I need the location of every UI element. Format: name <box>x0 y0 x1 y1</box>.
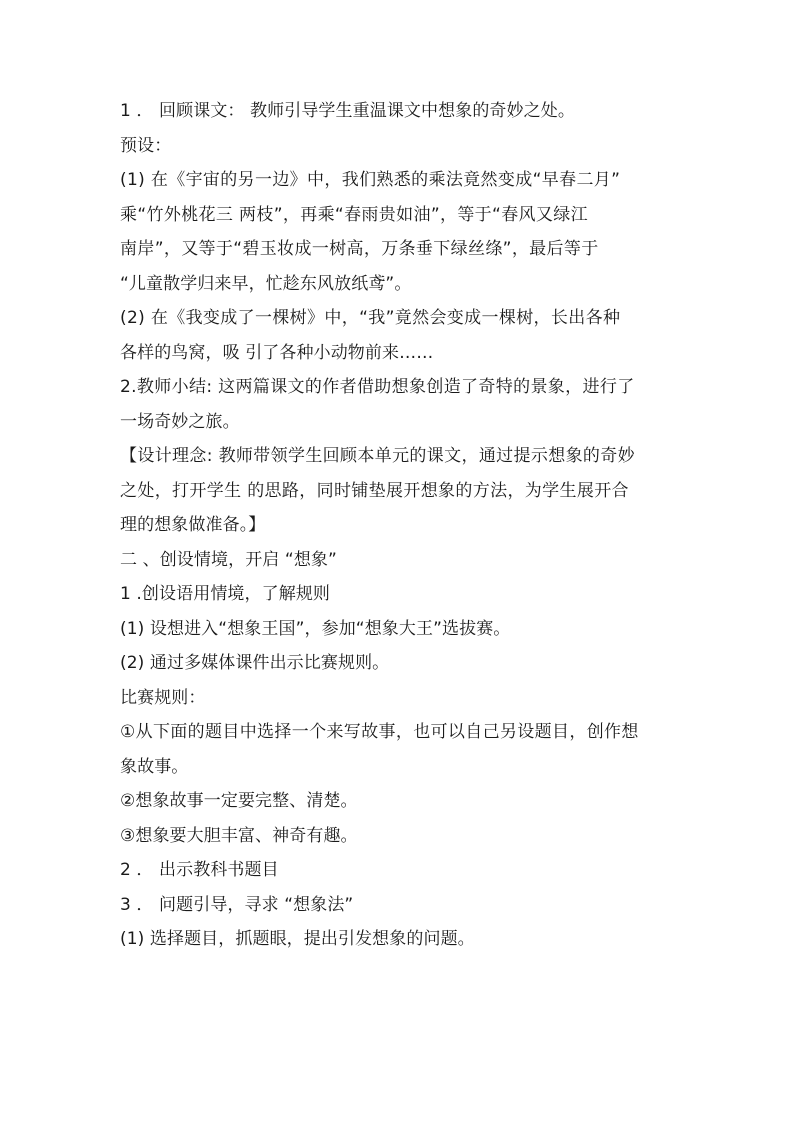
subsection-1-item-2: (2) 通过多媒体课件出示比赛规则。 <box>120 653 390 673</box>
rule-1-line-2: 象故事。 <box>120 756 189 777</box>
design-concept-line-3: 理的想象做准备。】 <box>120 515 266 535</box>
teacher-summary-line-1: 2.教师小结: 这两篇课文的作者借助想象创造了奇特的景象，进行了 <box>120 377 635 397</box>
subsection-1-heading: 1 .创设语用情境，了解规则 <box>120 584 331 604</box>
review-text-heading: 1 ． 回顾课文： 教师引导学生重温课文中想象的奇妙之处。 <box>120 101 575 121</box>
subsection-3-item-1: (1) 选择题目，抓题眼，提出引发想象的问题。 <box>120 929 475 949</box>
preset-item-1-line-1: (1) 在《宇宙的另一边》中，我们熟悉的乘法竟然变成“早春二月” <box>120 170 621 190</box>
rule-3: ③想象要大胆丰富、神奇有趣。 <box>120 825 358 846</box>
preset-item-2-line-1: (2) 在《我变成了一棵树》中，“我”竟然会变成一棵树，长出各种 <box>120 308 621 328</box>
preset-label: 预设： <box>120 135 172 156</box>
rule-2: ②想象故事一定要完整、清楚。 <box>120 791 358 811</box>
rule-1-line-1: ①从下面的题目中选择一个来写故事，也可以自己另设题目，创作想 <box>120 722 639 742</box>
section-two-heading: 二 、创设情境，开启 “想象” <box>120 549 337 570</box>
subsection-3-heading: 3 ． 问题引导，寻求 “想象法” <box>120 894 354 915</box>
rules-label: 比赛规则： <box>120 687 206 708</box>
preset-item-1-line-4: “儿童散学归来早，忙趁东风放纸鸢”。 <box>120 273 412 294</box>
design-concept-line-2: 之处，打开学生 的思路，同时铺垫展开想象的方法，为学生展开合 <box>120 480 629 501</box>
teacher-summary-line-2: 一场奇妙之旅。 <box>120 411 240 432</box>
preset-item-1-line-2: 乘“竹外桃花三 两枝”，再乘“春雨贵如油”，等于“春风又绿江 <box>120 204 588 225</box>
preset-item-2-line-2: 各样的鸟窝，吸 引了各种小动物前来…… <box>120 342 434 363</box>
design-concept-line-1: 【设计理念: 教师带领学生回顾本单元的课文，通过提示想象的奇妙 <box>120 446 635 466</box>
preset-item-1-line-3: 南岸”，又等于“碧玉妆成一树高，万条垂下绿丝绦”，最后等于 <box>120 239 599 259</box>
subsection-1-item-1: (1) 设想进入“想象王国”，参加“想象大王”选拔赛。 <box>120 618 511 639</box>
subsection-2-heading: 2 ． 出示教科书题目 <box>120 860 279 880</box>
